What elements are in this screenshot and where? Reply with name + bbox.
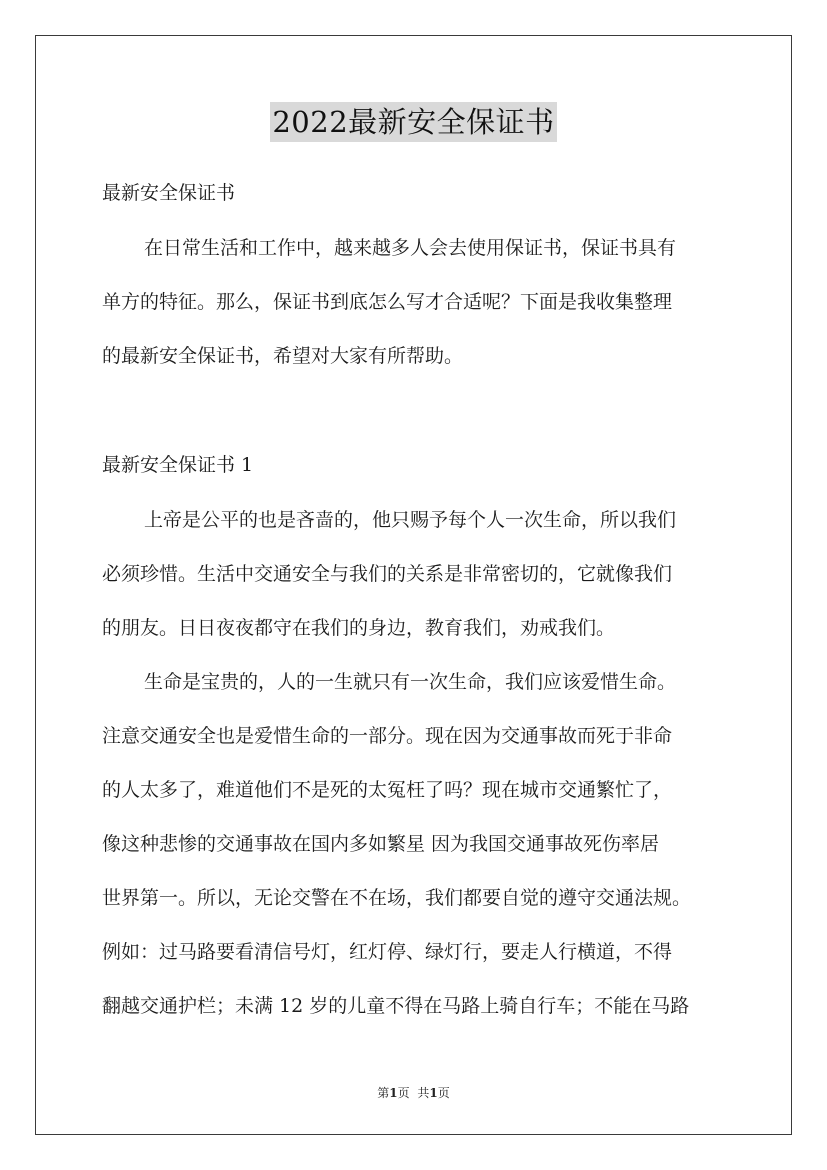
page-number: 1	[389, 1086, 398, 1100]
paragraph-line: 世界第一。所以，无论交警在不在场，我们都要自觉的遵守交通法规。	[102, 887, 692, 909]
paragraph-line: 翻越交通护栏；未满 12 岁的儿童不得在马路上骑自行车；不能在马路	[102, 995, 690, 1017]
section-heading: 最新安全保证书	[102, 182, 236, 204]
total-pages: 1	[429, 1086, 438, 1100]
paragraph-line: 必须珍惜。生活中交通安全与我们的关系是非常密切的，它就像我们	[102, 563, 673, 585]
page-footer	[0, 1085, 827, 1101]
paragraph-line: 的人太多了，难道他们不是死的太冤枉了吗？现在城市交通繁忙了，	[102, 779, 673, 801]
total-suffix: 页	[437, 1086, 450, 1100]
paragraph-line: 例如：过马路要看清信号灯，红灯停、绿灯行，要走人行横道，不得	[102, 941, 673, 963]
paragraph-line: 的朋友。日日夜夜都守在我们的身边，教育我们，劝戒我们。	[102, 617, 616, 639]
paragraph-line: 的最新安全保证书，希望对大家有所帮助。	[102, 345, 464, 367]
paragraph-line: 注意交通安全也是爱惜生命的一部分。现在因为交通事故而死于非命	[102, 725, 673, 747]
title-container	[0, 102, 827, 142]
total-prefix: 共	[417, 1086, 430, 1100]
paragraph-line: 像这种悲惨的交通事故在国内多如繁星 因为我国交通事故死伤率居	[102, 833, 660, 855]
paragraph-line: 生命是宝贵的，人的一生就只有一次生命，我们应该爱惜生命。	[144, 671, 677, 693]
paragraph-line: 在日常生活和工作中，越来越多人会去使用保证书，保证书具有	[144, 237, 677, 259]
page-suffix: 页	[397, 1086, 410, 1100]
paragraph-line: 上帝是公平的也是吝啬的，他只赐予每个人一次生命，所以我们	[144, 509, 677, 531]
section-heading: 最新安全保证书 1	[102, 454, 254, 476]
page-prefix: 第	[377, 1086, 390, 1100]
document-title: 2022最新安全保证书	[270, 102, 556, 142]
paragraph-line: 单方的特征。那么，保证书到底怎么写才合适呢？下面是我收集整理	[102, 291, 673, 313]
